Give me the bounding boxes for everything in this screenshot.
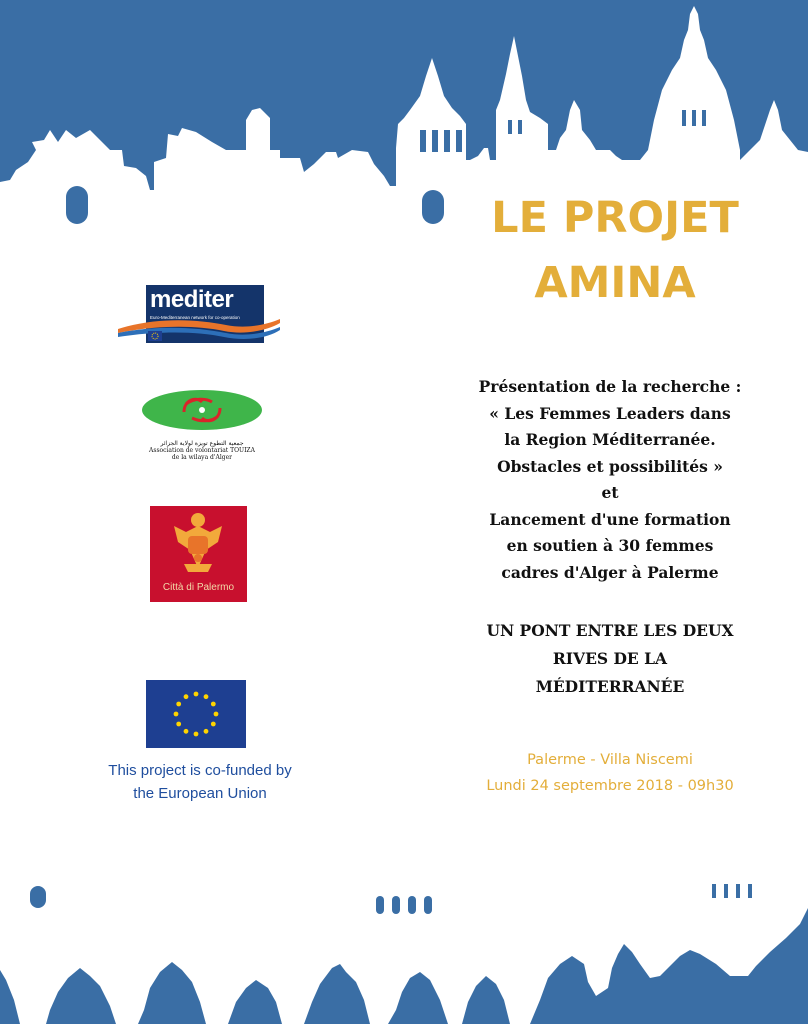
eu-stars-icon [146, 680, 246, 748]
description-line: et [601, 483, 619, 502]
mediter-subtitle: Euro-Mediterranean network for co-operation [150, 315, 240, 320]
eu-caption [90, 759, 310, 805]
mediter-logo [116, 285, 282, 351]
bridge-tagline [460, 617, 760, 701]
title-line-2: AMINA [534, 258, 696, 308]
wave-icon [116, 285, 282, 351]
touiza-logo [140, 388, 264, 480]
palermo-name: Città di Palermo [162, 582, 235, 593]
description-line: Présentation de la recherche : [478, 377, 742, 396]
mediter-wordmark: mediter [150, 286, 234, 313]
bridge-line: RIVES DE LA [552, 649, 668, 668]
description [460, 374, 760, 586]
skyline-bottom [0, 860, 808, 1024]
title-line-1: LE PROJET [491, 193, 739, 243]
touiza-emblem-icon [140, 388, 264, 438]
description-line: Lancement d'une formation [489, 509, 731, 529]
eagle-crest-icon [150, 506, 247, 582]
touiza-text [140, 440, 264, 461]
description-line: cadres d'Alger à Palerme [501, 562, 719, 582]
eu-flag [146, 680, 246, 748]
event-info [460, 747, 760, 799]
eu-caption-line-1: This project is co-funded by [108, 762, 292, 779]
eu-caption-line-2: the European Union [133, 785, 267, 802]
touiza-arabic: جمعية التطوع تويزة لولاية الجزائر [160, 440, 244, 447]
description-line: « Les Femmes Leaders dans [489, 403, 731, 423]
bridge-line: MÉDITERRANÉE [535, 677, 685, 696]
touiza-line-2: de la wilaya d'Alger [171, 454, 233, 461]
description-line: la Region Méditerranée. [504, 430, 716, 449]
event-date: Lundi 24 septembre 2018 - 09h30 [486, 778, 734, 794]
event-place: Palerme - Villa Niscemi [527, 752, 693, 768]
bridge-line: UN PONT ENTRE LES DEUX [486, 621, 734, 640]
description-line: en soutien à 30 femmes [506, 536, 714, 555]
description-line: Obstacles et possibilités » [497, 456, 723, 476]
palermo-logo [150, 506, 247, 602]
touiza-line-1: Association de volontariat TOUIZA [149, 447, 255, 454]
